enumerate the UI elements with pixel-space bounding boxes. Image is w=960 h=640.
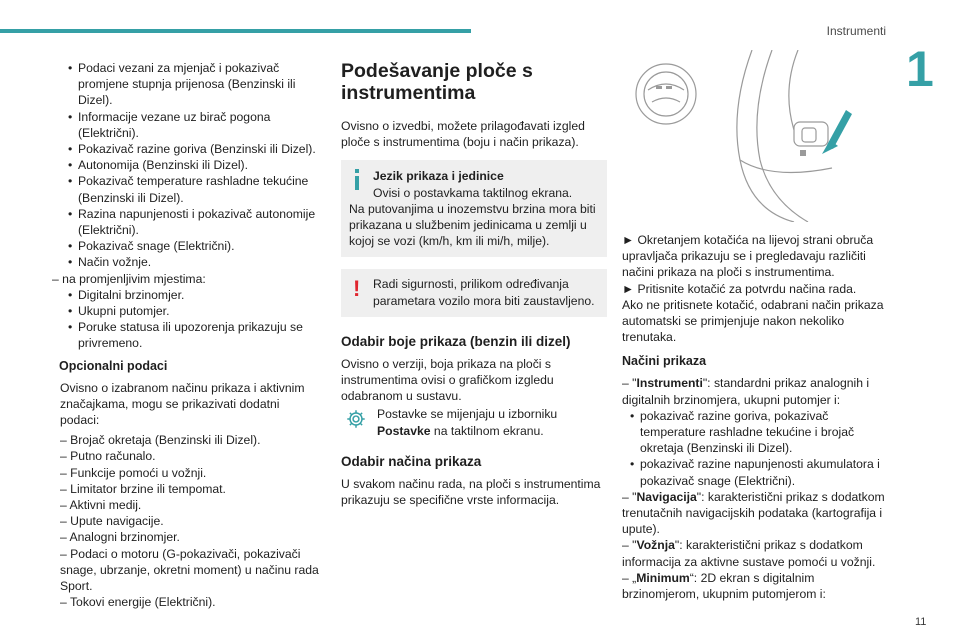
list-item: • Razina napunjenosti i pokazivač autonomije (Električni). bbox=[60, 206, 322, 238]
mode-name: Vožnja bbox=[636, 538, 675, 553]
chapter-number: 1 bbox=[906, 41, 934, 97]
list-item: – Brojač okretaja (Benzinski ili Dizel). bbox=[60, 433, 261, 448]
steering-wheel-illustration bbox=[622, 50, 882, 222]
list-item: – Tokovi energije (Električni). bbox=[60, 595, 216, 610]
column-middle bbox=[341, 60, 607, 512]
settings-menu-name: Postavke bbox=[377, 423, 431, 438]
info-icon bbox=[355, 169, 359, 190]
variable-intro: – na promjenljivim mjestima: bbox=[52, 271, 206, 286]
settings-text-b: na taktilnom ekranu. bbox=[430, 423, 544, 438]
mode-instrumenti bbox=[622, 375, 890, 407]
settings-row bbox=[341, 406, 607, 438]
mode-description: ": karakteristični prikaz s dodatkom trenutačnih navigacijskih podataka (kartografija i upute). bbox=[622, 489, 885, 537]
list-item: – Putno računalo. bbox=[60, 449, 156, 464]
list-item: – Analogni brzinomjer. bbox=[60, 530, 180, 545]
mode-prefix: – " bbox=[622, 489, 637, 504]
info-box-title: Jezik prikaza i jedinice bbox=[373, 169, 504, 184]
mode-description: ": standardni prikaz analognih i digitalnih brzinomjera, ukupni putomjer i: bbox=[622, 376, 870, 407]
mode-prefix: – „ bbox=[622, 570, 637, 585]
color-text: Ovisno o verziji, boja prikaza na ploči s instrumentima ovisi o grafičkom izgledu odabranom u sustavu. bbox=[341, 356, 554, 404]
optional-intro: Ovisno o izabranom načinu prikaza i aktivnim značajkama, mogu se prikazivati dodatni podaci: bbox=[60, 380, 305, 428]
header-title: Instrumenti bbox=[826, 24, 886, 38]
mode1-bullets bbox=[622, 408, 890, 489]
list-item: – Funkcije pomoći u vožnji. bbox=[60, 465, 207, 480]
list-item: • Autonomija (Benzinski ili Dizel). bbox=[60, 157, 322, 173]
list-item: – Podaci o motoru (G-pokazivači, pokazivači snage, ubrzanje, okretni moment) u načinu rada Sport. bbox=[60, 546, 319, 594]
mode-navigacija bbox=[622, 489, 890, 538]
mode-name: Minimum bbox=[636, 570, 690, 585]
mode-prefix: – " bbox=[622, 538, 637, 553]
header-accent-bar bbox=[0, 29, 471, 33]
color-heading: Odabir boje prikaza (benzin ili dizel) bbox=[341, 333, 571, 349]
mode-description: ": karakteristični prikaz s dodatkom informacija za aktivne sustave pomoći u vožnji. bbox=[622, 538, 876, 569]
mode-description: “: 2D ekran s digitalnim brzinomjerom, ukupnim putomjerom i: bbox=[622, 570, 826, 602]
list-item: – Aktivni medij. bbox=[60, 498, 142, 513]
list-item: • Pokazivač snage (Električni). bbox=[60, 238, 322, 254]
step-1: ► Okretanjem kotačića na lijevoj strani obruča upravljača prikazuju se i pregledavaju različiti načini prikaza na ploči s instrumentima. bbox=[622, 233, 874, 280]
section-intro: Ovisno o izvedbi, možete prilagođavati izgled ploče s instrumentima (boju i način prikaza). bbox=[341, 119, 585, 150]
optional-list bbox=[60, 432, 322, 610]
modes-heading: Načini prikaza bbox=[622, 354, 707, 369]
bullet-list-top bbox=[60, 60, 322, 271]
warning-icon: ! bbox=[353, 276, 361, 302]
list-item: • Informacije vezane uz birač pogona (Električni). bbox=[60, 109, 322, 141]
list-item: • Pokazivač temperature rashladne tekućine (Benzinski ili Dizel). bbox=[60, 173, 322, 205]
mode-name: Instrumenti bbox=[636, 376, 703, 391]
section-title: Podešavanje ploče s instrumentima bbox=[341, 60, 533, 104]
mode-name: Navigacija bbox=[636, 489, 697, 504]
mode-prefix: – " bbox=[622, 376, 637, 391]
list-item: • pokazivač razine napunjenosti akumulatora i pokazivač snage (Električni). bbox=[622, 456, 890, 488]
step-2: ► Pritisnite kotačić za potvrdu načina rada. bbox=[622, 281, 857, 296]
mode-minimum bbox=[622, 570, 890, 602]
settings-text-a: Postavke se mijenjaju u izborniku bbox=[377, 407, 558, 422]
list-item: • Digitalni brzinomjer. bbox=[60, 287, 322, 303]
column-right bbox=[622, 232, 890, 602]
mode-heading: Odabir načina prikaza bbox=[341, 453, 482, 469]
info-box bbox=[341, 160, 607, 257]
list-item: – Limitator brzine ili tempomat. bbox=[60, 481, 226, 496]
info-box-line: Ovisi o postavkama taktilnog ekrana. bbox=[373, 185, 573, 200]
warning-box bbox=[341, 269, 607, 316]
step-note: Ako ne pritisnete kotačić, odabrani način prikaza automatski se primjenjuje nakon nekoliko trenutaka. bbox=[622, 297, 884, 345]
warning-text: Radi sigurnosti, prilikom određivanja parametara vozilo mora biti zaustavljeno. bbox=[373, 277, 595, 308]
list-item: • Podaci vezani za mjenjač i pokazivač promjene stupnja prijenosa (Benzinski ili Dizel). bbox=[60, 60, 322, 109]
list-item: – Upute navigacije. bbox=[60, 514, 164, 529]
mode-voznja bbox=[622, 537, 890, 569]
page-number: 11 bbox=[915, 616, 927, 628]
list-item: • Poruke statusa ili upozorenja prikazuju se privremeno. bbox=[60, 319, 322, 351]
list-item: • Način vožnje. bbox=[60, 254, 322, 270]
info-box-body: Na putovanjima u inozemstvu brzina mora biti prikazana u službenim jedinicama u zemlji u kojoj se vozi (km/h, km ili mi/h, milje). bbox=[349, 201, 596, 249]
list-item: • Ukupni putomjer. bbox=[60, 303, 322, 319]
optional-heading: Opcionalni podaci bbox=[59, 358, 168, 373]
mode-text: U svakom načinu rada, na ploči s instrumentima prikazuju se specifične vrste informacija. bbox=[341, 476, 601, 508]
bullet-list-variable bbox=[60, 287, 322, 352]
column-left bbox=[52, 60, 322, 611]
list-item: • Pokazivač razine goriva (Benzinski ili Dizel). bbox=[60, 141, 322, 157]
list-item: • pokazivač razine goriva, pokazivač temperature rashladne tekućine i brojač okretaja (Benzinski ili Dizel). bbox=[622, 408, 890, 457]
settings-gear-icon bbox=[345, 408, 367, 430]
